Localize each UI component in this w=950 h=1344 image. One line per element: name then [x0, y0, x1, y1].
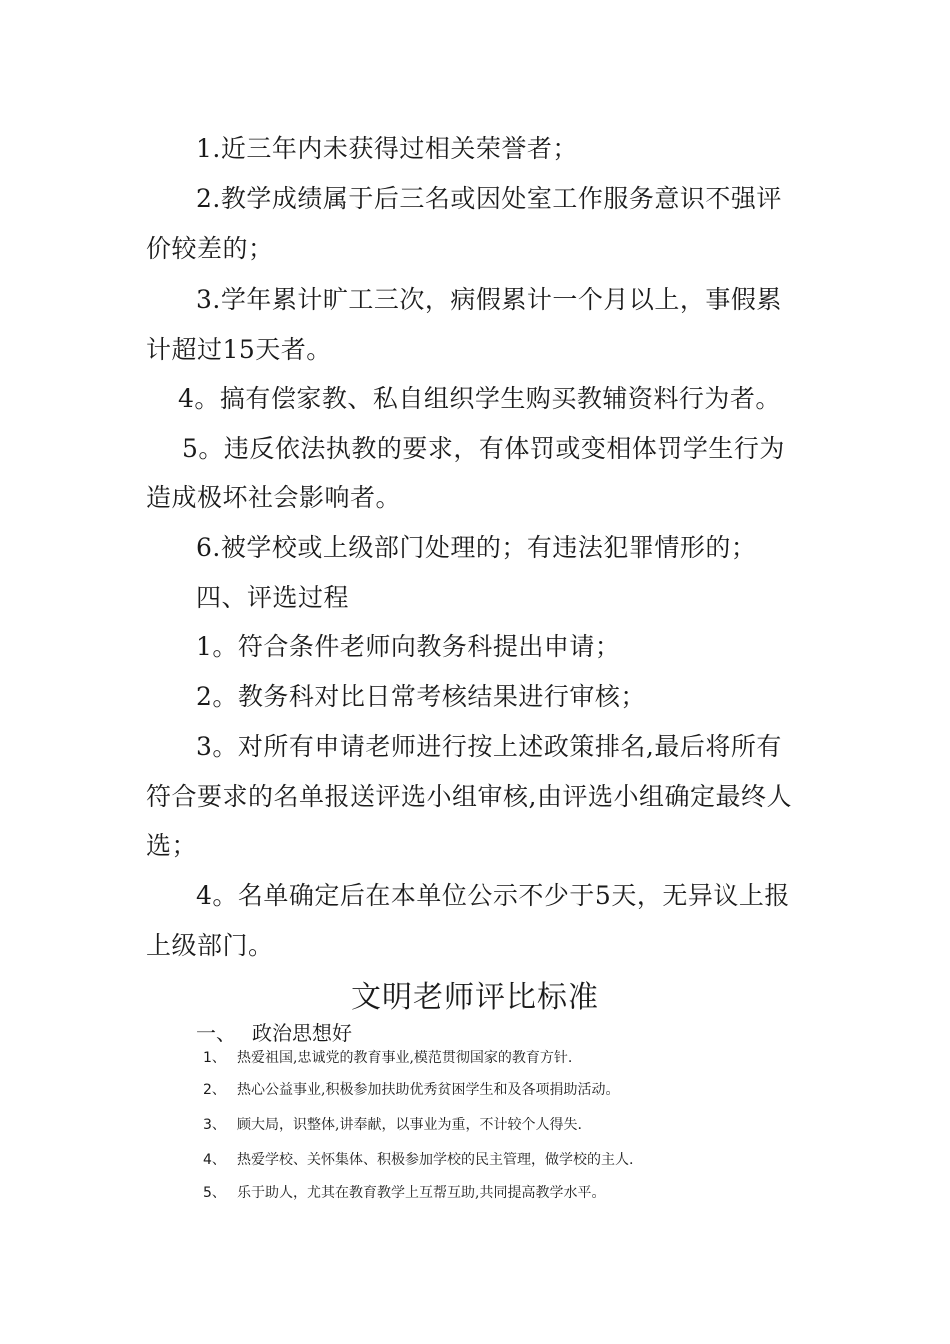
item-text: 热爱学校、关怀集体、积极参加学校的民主管理，做学校的主人.	[237, 1152, 634, 1168]
standard-item-1	[203, 1048, 572, 1068]
process-step-3-cont: 符合要求的名单报送评选小组审核,由评选小组确定最终人	[146, 782, 792, 811]
item-index: 3、	[203, 1117, 226, 1133]
standard-item-5	[203, 1183, 605, 1203]
criteria-item-5-cont: 造成极坏社会影响者。	[146, 483, 402, 512]
item-text: 顾大局，识整体,讲奉献，以事业为重，不计较个人得失.	[237, 1117, 582, 1133]
process-step-4: 4。名单确定后在本单位公示不少于5天，无异议上报	[196, 881, 790, 910]
section-heading-process: 四、评选过程	[196, 583, 350, 612]
item-index: 1、	[203, 1050, 226, 1066]
criteria-item-4: 4。搞有偿家教、私自组织学生购买教辅资料行为者。	[178, 384, 781, 413]
item-index: 2、	[203, 1082, 226, 1098]
item-index: 5、	[203, 1185, 226, 1201]
process-step-4-cont: 上级部门。	[146, 931, 274, 960]
item-text: 热心公益事业,积极参加扶助优秀贫困学生和及各项捐助活动。	[237, 1082, 620, 1098]
item-text: 乐于助人，尤其在教育教学上互帮互助,共同提高教学水平。	[237, 1185, 606, 1201]
process-step-3-cont2: 选；	[146, 831, 198, 860]
process-step-1: 1。符合条件老师向教务科提出申请；	[196, 632, 621, 661]
process-step-2: 2。教务科对比日常考核结果进行审核；	[196, 682, 646, 711]
item-text: 热爱祖国,忠诚党的教育事业,模范贯彻国家的教育方针.	[237, 1050, 573, 1066]
section-title: 政治思想好	[252, 1021, 352, 1045]
criteria-item-3: 3.学年累计旷工三次，病假累计一个月以上，事假累	[196, 285, 782, 314]
standard-section-heading	[196, 1020, 352, 1046]
standard-title: 文明老师评比标准	[351, 980, 599, 1015]
criteria-item-3-cont: 计超过15天者。	[146, 335, 332, 364]
criteria-item-2-cont: 价较差的；	[146, 234, 274, 263]
criteria-item-1: 1.近三年内未获得过相关荣誉者；	[196, 134, 578, 163]
criteria-item-5: 5。违反依法执教的要求，有体罚或变相体罚学生行为	[182, 434, 785, 463]
standard-item-4	[203, 1150, 633, 1170]
criteria-item-2: 2.教学成绩属于后三名或因处室工作服务意识不强评	[196, 184, 782, 213]
standard-item-2	[203, 1080, 619, 1100]
process-step-3: 3。对所有申请老师进行按上述政策排名,最后将所有	[196, 732, 782, 761]
section-number: 一、	[196, 1021, 236, 1045]
standard-item-3	[203, 1115, 582, 1135]
item-index: 4、	[203, 1152, 226, 1168]
criteria-item-6: 6.被学校或上级部门处理的；有违法犯罪情形的；	[196, 533, 757, 562]
